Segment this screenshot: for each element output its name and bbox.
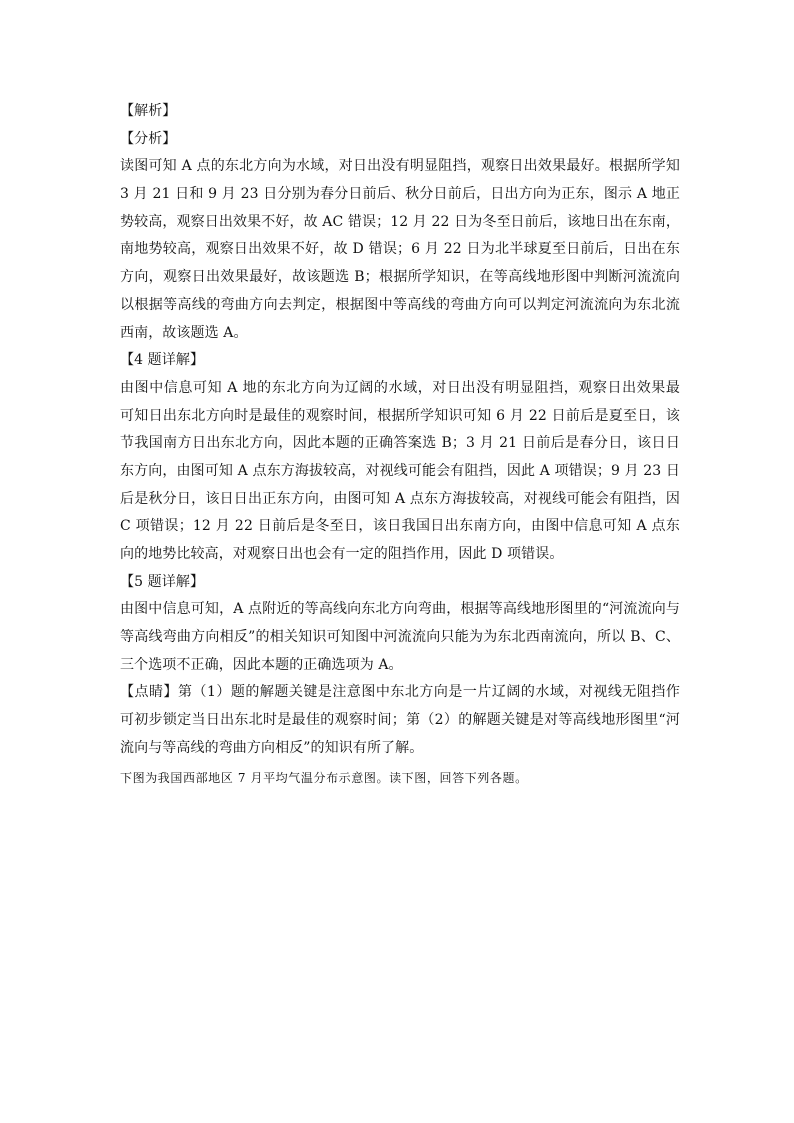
- text-line: 可知日出东北方向时是最佳的观察时间，根据所学知识可知 6 月 22 日前后是夏至日，该: [120, 407, 680, 424]
- text-line: 由图中信息可知 A 地的东北方向为辽阔的水域，对日出没有明显阻挡，观察日出效果最: [120, 379, 680, 396]
- text-line: 南地势较高，观察日出效果不好，故 D 错误；6 月 22 日为北半球夏至日前后，日出在东: [120, 241, 680, 258]
- text-line: 等高线弯曲方向相反”的相关知识可知图中河流流向只能为为东北西南流向，所以 B、C、: [120, 629, 680, 646]
- section-heading-analysis: 【解析】: [120, 103, 177, 119]
- text-line-dianjing: 【点睛】第（1）题的解题关键是注意图中东北方向是一片辽阔的水域，对视线无阻挡作: [120, 684, 680, 701]
- text-line: 后是秋分日，该日日出正东方向，由图可知 A 点东方海拔较高，对视线可能会有阻挡，因: [120, 490, 680, 507]
- text-line: 由图中信息可知，A 点附近的等高线向东北方向弯曲，根据等高线地形图里的“河流流向与: [120, 601, 680, 618]
- text-line: 向的地势比较高，对观察日出也会有一定的阻挡作用，因此 D 项错误。: [120, 546, 564, 562]
- document-body: [120, 98, 680, 789]
- text-line: 可初步锁定当日出东北时是最佳的观察时间；第（2）的解题关键是对等高线地形图里“河: [120, 712, 680, 729]
- section-heading-q5: 【5 题详解】: [120, 573, 205, 590]
- text-line: 东方向，由图可知 A 点东方海拔较高，对视线可能会有阻挡，因此 A 项错误；9 月 23 日: [120, 462, 680, 479]
- section-heading-q4: 【4 题详解】: [120, 352, 205, 369]
- text-line: 3 月 21 日和 9 月 23 日分别为春分日前后、秋分日前后，日出方向为正东，图示 A 地正: [120, 186, 680, 203]
- text-line: 三个选项不正确，因此本题的正确选项为 A。: [120, 656, 403, 673]
- text-line: 西南，故该题选 A。: [120, 324, 248, 341]
- text-line: 以根据等高线的弯曲方向去判定，根据图中等高线的弯曲方向可以判定河流流向为东北流: [120, 296, 680, 313]
- question-intro: 下图为我国西部地区 7 月平均气温分布示意图。读下图，回答下列各题。: [120, 770, 528, 785]
- text-line: C 项错误；12 月 22 日前后是冬至日，该日我国日出东南方向，由图中信息可知 A 点东: [120, 518, 680, 535]
- section-heading-fenxi: 【分析】: [120, 130, 177, 147]
- text-line: 势较高，观察日出效果不好，故 AC 错误；12 月 22 日为冬至日前后，该地日出在东南，: [120, 213, 680, 230]
- text-line: 方向，观察日出效果最好，故该题选 B；根据所学知识，在等高线地形图中判断河流流向: [120, 269, 680, 286]
- text-line: 流向与等高线的弯曲方向相反”的知识有所了解。: [120, 739, 424, 756]
- text-line: 读图可知 A 点的东北方向为水域，对日出没有明显阻挡，观察日出效果最好。根据所学知: [120, 158, 680, 175]
- text-line: 节我国南方日出东北方向，因此本题的正确答案选 B；3 月 21 日前后是春分日，该日日: [120, 435, 680, 452]
